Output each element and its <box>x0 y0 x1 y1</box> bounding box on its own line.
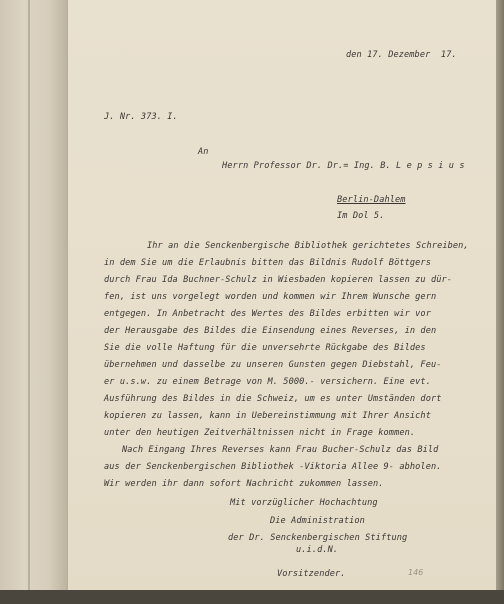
body-line: Ihr an die Senckenbergische Bibliothek gerichtetes Schreiben, <box>147 241 469 251</box>
body-line: Nach Eingang Ihres Reverses kann Frau Bucher-Schulz das Bild <box>122 445 439 455</box>
page-edge <box>496 0 504 604</box>
signature-chairman: Vorsitzender. <box>277 569 346 579</box>
body-line: kopieren zu lassen, kann in Uebereinstimmung mit Ihrer Ansicht <box>104 411 431 421</box>
recipient-city: Berlin-Dahlem <box>337 195 406 205</box>
scan-bottom-edge <box>0 590 504 604</box>
closing-phrase: Mit vorzüglicher Hochachtung <box>230 498 378 508</box>
recipient-street: Im Dol 5. <box>337 211 385 221</box>
body-line: er u.s.w. zu einem Betrage von M. 5000.- versichern. Eine evt. <box>104 377 431 387</box>
signature-foundation: der Dr. Senckenbergischen Stiftung <box>228 533 408 543</box>
body-line: der Herausgabe des Bildes die Einsendung eines Reverses, in den <box>104 326 437 336</box>
body-line: aus der Senckenbergischen Bibliothek -Viktoria Allee 9- abholen. <box>104 462 442 472</box>
binder-margin <box>0 0 70 604</box>
signature-abbreviation: u.i.d.N. <box>296 545 339 555</box>
signature-administration: Die Administration <box>270 516 365 526</box>
binder-fold <box>28 0 30 604</box>
recipient-name: Herrn Professor Dr. Dr.= Ing. B. L e p s i u s <box>222 161 465 171</box>
pencil-page-number: 146 <box>408 568 424 577</box>
body-line: Wir werden ihr dann sofort Nachricht zukommen lassen. <box>104 479 384 489</box>
body-line: Sie die volle Haftung für die unversehrte Rückgabe des Bildes <box>104 343 426 353</box>
body-line: in dem Sie um die Erlaubnis bitten das Bildnis Rudolf Böttgers <box>104 258 431 268</box>
reference-number: J. Nr. 373. I. <box>104 112 178 122</box>
body-line: durch Frau Ida Buchner-Schulz in Wiesbaden kopieren lassen zu dür- <box>104 275 453 285</box>
body-line: Ausführung des Bildes in die Schweiz, um es unter Umständen dort <box>104 394 442 404</box>
body-line: übernehmen und dasselbe zu unseren Gunsten gegen Diebstahl, Feu- <box>104 360 442 370</box>
body-line: fen, ist uns vorgelegt worden und kommen wir Ihrem Wunsche gern <box>104 292 437 302</box>
salutation-an: An <box>198 147 209 157</box>
body-line: entgegen. In Anbetracht des Wertes des Bildes erbitten wir vor <box>104 309 431 319</box>
body-line: unter den heutigen Zeitverhältnissen nicht in Frage kommen. <box>104 428 416 438</box>
letter-date: den 17. Dezember 17. <box>346 50 457 60</box>
